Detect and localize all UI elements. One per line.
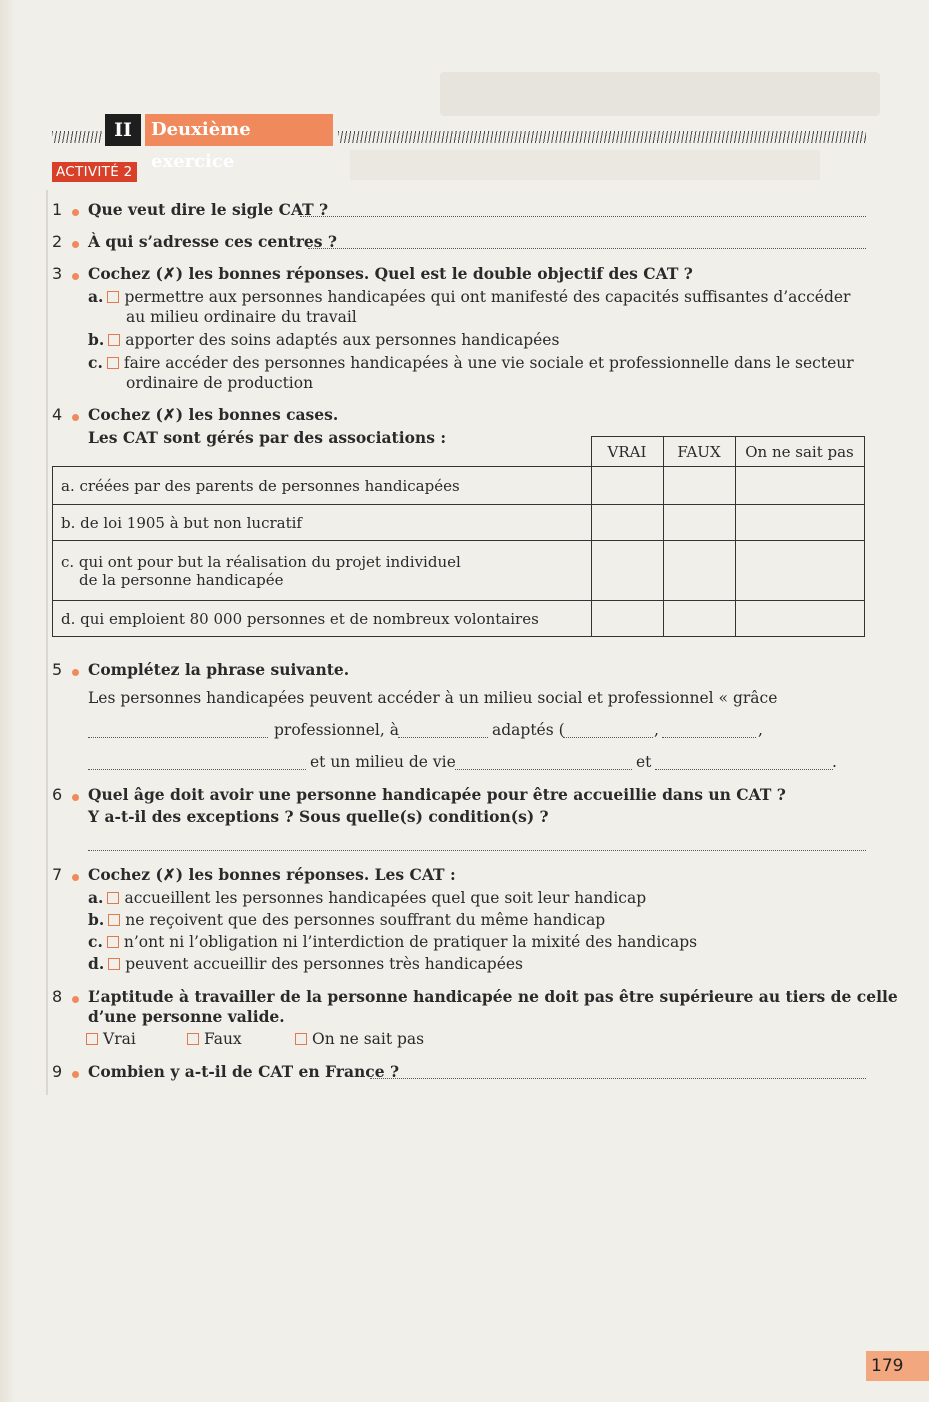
- q7-number: 7: [52, 865, 63, 884]
- q7-option-c[interactable]: [88, 932, 697, 951]
- option-text: ne reçoivent que des personnes souffrant du même handicap: [125, 911, 606, 929]
- page-edge-shadow: [0, 0, 16, 1402]
- q3-option-a[interactable]: [88, 287, 850, 306]
- q3-option-c[interactable]: [88, 353, 854, 372]
- show-through-band: [350, 150, 820, 180]
- bullet-dot: [72, 273, 79, 280]
- q5-word-professionnel: professionnel, à: [274, 721, 399, 739]
- q4-subtext: Les CAT sont gérés par des associations :: [88, 428, 447, 447]
- bullet-dot: [72, 794, 79, 801]
- row-c-vrai-cell[interactable]: [591, 541, 663, 601]
- checkbox-icon[interactable]: [295, 1033, 307, 1045]
- option-letter: a.: [88, 287, 104, 306]
- checkbox-icon[interactable]: [107, 936, 119, 948]
- q5-blank-2[interactable]: [398, 737, 488, 738]
- q5-blank-5[interactable]: [88, 769, 306, 770]
- q5-end-period: .: [832, 753, 837, 771]
- row-a-nsp-cell[interactable]: [735, 467, 864, 505]
- checkbox-icon[interactable]: [108, 334, 120, 346]
- q1-number: 1: [52, 200, 63, 219]
- col-header-nsp: On ne sait pas: [735, 437, 864, 467]
- row-b-faux-cell[interactable]: [663, 505, 735, 541]
- option-text: faire accéder des personnes handicapées à une vie sociale et professionnelle dans le secteur: [123, 354, 854, 372]
- bullet-dot: [72, 996, 79, 1003]
- q6-answer-line[interactable]: [88, 850, 866, 851]
- q3-number: 3: [52, 264, 63, 283]
- q7-option-b[interactable]: [88, 910, 605, 929]
- row-b-nsp-cell[interactable]: [735, 505, 864, 541]
- q8-text-line2: d’une personne valide.: [88, 1007, 285, 1026]
- bullet-dot: [72, 874, 79, 881]
- option-text: peuvent accueillir des personnes très handicapées: [125, 955, 524, 973]
- q8-option-vrai[interactable]: [86, 1030, 136, 1048]
- q9-answer-line[interactable]: [370, 1078, 866, 1079]
- row-d-nsp-cell[interactable]: [735, 601, 864, 637]
- q9-number: 9: [52, 1062, 63, 1081]
- col-header-vrai: VRAI: [591, 437, 663, 467]
- q8-option-nsp[interactable]: [295, 1030, 424, 1048]
- option-letter: b.: [88, 330, 105, 349]
- bullet-dot: [72, 1071, 79, 1078]
- q5-blank-7[interactable]: [655, 769, 833, 770]
- row-b-label: b. de loi 1905 à but non lucratif: [53, 505, 592, 541]
- checkbox-icon[interactable]: [86, 1033, 98, 1045]
- option-text: Faux: [204, 1030, 242, 1048]
- option-letter: c.: [88, 353, 103, 372]
- q2-number: 2: [52, 232, 63, 251]
- q4-truth-table: [52, 436, 865, 637]
- row-d-faux-cell[interactable]: [663, 601, 735, 637]
- q8-number: 8: [52, 987, 63, 1006]
- hatch-decoration-left: [52, 131, 102, 143]
- option-letter: c.: [88, 932, 103, 951]
- q5-word-milieu: et un milieu de vie: [310, 753, 456, 771]
- option-letter: b.: [88, 910, 105, 929]
- q5-blank-6[interactable]: [455, 769, 632, 770]
- bullet-dot: [72, 414, 79, 421]
- row-c-label: [53, 541, 592, 601]
- option-text: On ne sait pas: [312, 1030, 425, 1048]
- q4-text: Cochez (✗) les bonnes cases.: [88, 405, 339, 424]
- option-letter: d.: [88, 954, 105, 973]
- option-text: permettre aux personnes handicapées qui ont manifesté des capacités suffisantes d’accéder: [124, 288, 851, 306]
- row-d-label: d. qui emploient 80 000 personnes et de nombreux volontaires: [53, 601, 592, 637]
- option-text: n’ont ni l’obligation ni l’interdiction de pratiquer la mixité des handicaps: [123, 933, 698, 951]
- q5-number: 5: [52, 660, 63, 679]
- col-header-faux: FAUX: [663, 437, 735, 467]
- q5-comma-2: ,: [758, 721, 763, 739]
- option-letter: a.: [88, 888, 104, 907]
- option-text: accueillent les personnes handicapées quel que soit leur handicap: [124, 889, 647, 907]
- q6-text-line2: Y a-t-il des exceptions ? Sous quelle(s) condition(s) ?: [88, 807, 549, 826]
- q3-option-a-cont: au milieu ordinaire du travail: [126, 308, 357, 326]
- section-number: II: [105, 114, 141, 146]
- bullet-dot: [72, 209, 79, 216]
- row-c-line2: de la personne handicapée: [79, 570, 284, 589]
- option-text: apporter des soins adaptés aux personnes handicapées: [125, 331, 560, 349]
- row-c-nsp-cell[interactable]: [735, 541, 864, 601]
- checkbox-icon[interactable]: [107, 291, 119, 303]
- q2-text: À qui s’adresse ces centres ?: [88, 232, 337, 251]
- table-corner: [53, 437, 592, 467]
- exercise-frame-line: [46, 190, 48, 1095]
- q5-blank-1[interactable]: [88, 737, 268, 738]
- q7-option-a[interactable]: [88, 888, 646, 907]
- q6-number: 6: [52, 785, 63, 804]
- hatch-decoration-right: [338, 131, 866, 143]
- q5-blank-3[interactable]: [563, 737, 653, 738]
- row-c-line1: c. qui ont pour but la réalisation du projet individuel: [61, 552, 461, 571]
- q5-word-et: et: [636, 753, 652, 771]
- q5-comma-1: ,: [654, 721, 659, 739]
- row-a-vrai-cell[interactable]: [591, 467, 663, 505]
- activity-label: ACTIVITÉ 2: [52, 162, 137, 182]
- q7-option-d[interactable]: [88, 954, 523, 973]
- show-through-banner: [440, 72, 880, 116]
- row-a-faux-cell[interactable]: [663, 467, 735, 505]
- section-title: Deuxième exercice: [145, 114, 333, 146]
- checkbox-icon[interactable]: [108, 914, 120, 926]
- checkbox-icon[interactable]: [107, 892, 119, 904]
- checkbox-icon[interactable]: [108, 958, 120, 970]
- q4-number: 4: [52, 405, 63, 424]
- q3-option-c-cont: ordinaire de production: [126, 374, 314, 392]
- q5-text: Complétez la phrase suivante.: [88, 660, 350, 679]
- q3-text: Cochez (✗) les bonnes réponses. Quel est le double objectif des CAT ?: [88, 264, 693, 283]
- q3-option-b[interactable]: [88, 330, 559, 349]
- q5-sentence-line1: Les personnes handicapées peuvent accéder à un milieu social et professionnel « grâce: [88, 689, 778, 707]
- row-a-label: a. créées par des parents de personnes handicapées: [53, 467, 592, 505]
- checkbox-icon[interactable]: [187, 1033, 199, 1045]
- checkbox-icon[interactable]: [107, 357, 119, 369]
- q8-text-line1: L’aptitude à travailler de la personne handicapée ne doit pas être supérieure au tiers de celle: [88, 987, 898, 1006]
- q8-option-faux[interactable]: [187, 1030, 242, 1048]
- page-number: 179: [866, 1351, 929, 1381]
- q6-text-line1: Quel âge doit avoir une personne handicapée pour être accueillie dans un CAT ?: [88, 785, 786, 804]
- q7-text: Cochez (✗) les bonnes réponses. Les CAT :: [88, 865, 456, 884]
- row-d-vrai-cell[interactable]: [591, 601, 663, 637]
- q5-word-adaptes: adaptés (: [492, 721, 565, 739]
- bullet-dot: [72, 669, 79, 676]
- row-c-faux-cell[interactable]: [663, 541, 735, 601]
- q2-answer-line[interactable]: [308, 248, 866, 249]
- q5-blank-4[interactable]: [662, 737, 756, 738]
- bullet-dot: [72, 241, 79, 248]
- row-b-vrai-cell[interactable]: [591, 505, 663, 541]
- q1-answer-line[interactable]: [300, 216, 866, 217]
- q1-text: Que veut dire le sigle CAT ?: [88, 200, 329, 219]
- q9-text: Combien y a-t-il de CAT en France ?: [88, 1062, 400, 1081]
- option-text: Vrai: [103, 1030, 136, 1048]
